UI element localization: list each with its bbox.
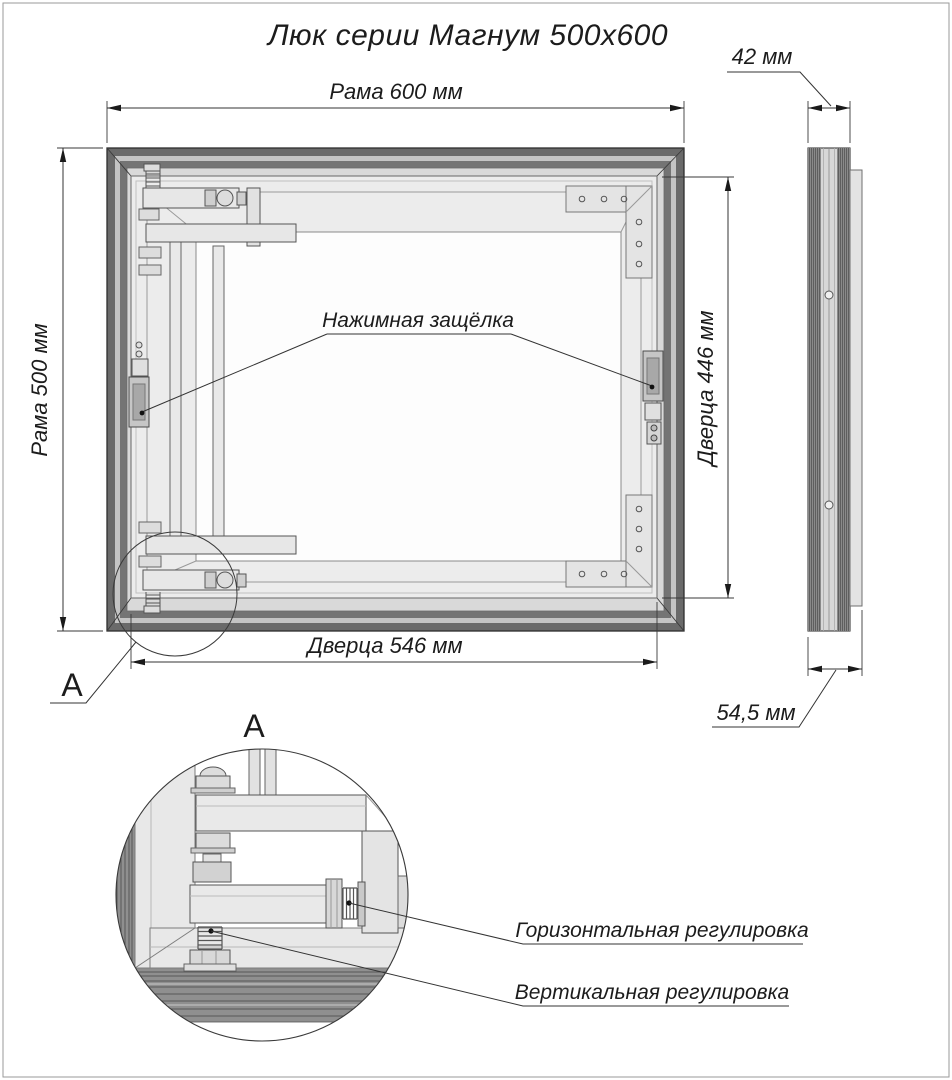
door-opening [196, 232, 621, 561]
detail-washer [191, 848, 235, 853]
vertical-adjustment-label: Вертикальная регулировка [514, 981, 790, 1004]
arrowhead [808, 105, 822, 111]
latch-screw [651, 425, 657, 431]
arrowhead [670, 105, 684, 111]
adjust-bolt-cap [144, 606, 160, 613]
hinge-bolt-head [217, 190, 233, 206]
hinge-arm [146, 536, 296, 554]
detail-nut [193, 862, 231, 882]
latch-bracket [645, 403, 661, 420]
hinge-tab [139, 247, 161, 258]
extension-lines [57, 148, 103, 631]
dimension-text: 54,5 мм [716, 700, 796, 725]
detail-frame-band-vertical [110, 749, 135, 993]
hinge-bolt-head [217, 572, 233, 588]
horizontal-adjustment-label: Горизонтальная регулировка [515, 919, 809, 942]
side-door-panel [850, 170, 862, 606]
hinge-tab [139, 556, 161, 567]
hinge-tab [139, 209, 159, 220]
hinge-bar [213, 246, 224, 540]
hinge-bolt [205, 190, 216, 206]
arrowhead [808, 666, 822, 672]
adjustment-hex-nut [326, 879, 342, 928]
arrowhead [848, 666, 862, 672]
dimension-text: Рама 600 мм [329, 79, 463, 104]
dimension-text: Рама 500 мм [27, 323, 52, 457]
side-view [808, 148, 862, 631]
dimension-text: 42 мм [731, 44, 793, 69]
hinge-bar [170, 242, 181, 542]
latch-screw [136, 342, 142, 348]
detail-hinge-arm [196, 795, 366, 831]
bracket-plate [626, 495, 652, 587]
dimension-frame-depth [727, 44, 850, 143]
side-band-right [837, 148, 850, 631]
arrowhead [643, 659, 657, 665]
detail-hinge-bar [249, 749, 260, 795]
arrowhead [107, 105, 121, 111]
arrowhead [725, 584, 731, 598]
hinge-bolt [237, 574, 246, 587]
detail-washer [191, 788, 235, 793]
extension-lines [107, 101, 684, 143]
bracket-plate [626, 186, 652, 278]
arrowhead [60, 617, 66, 631]
hinge-bolt [205, 572, 216, 588]
bracket-plate [566, 186, 628, 212]
hinge-tab [139, 265, 161, 275]
adjust-bolt-cap [144, 164, 160, 171]
detail-view-label: А [243, 708, 265, 744]
leader-dot [650, 385, 655, 390]
detail-nut [196, 776, 230, 788]
detail-nut [196, 833, 230, 848]
dimension-text: Дверца 546 мм [307, 633, 463, 658]
latch-screw [136, 351, 142, 357]
detail-bolt-cap [203, 854, 221, 862]
hinge-bolt [237, 192, 246, 205]
horizontal-adjustment-callout [349, 903, 809, 944]
side-band-left [808, 148, 821, 631]
horizontal-adjustment-arm [190, 885, 328, 923]
drawing-title: Люк серии Магнум 500x600 [267, 19, 669, 52]
detail-side-plate [362, 831, 398, 933]
side-hole [825, 501, 833, 509]
detail-miter [110, 968, 135, 993]
latch-screw [651, 435, 657, 441]
front-view [50, 148, 684, 703]
arrowhead [836, 105, 850, 111]
hinge-arm [146, 224, 296, 242]
arrowhead [725, 177, 731, 191]
leader-line [727, 72, 831, 106]
detail-washer [184, 964, 236, 971]
arrowhead [60, 148, 66, 162]
hinge-tab [139, 522, 161, 533]
dimension-frame-width [107, 79, 684, 143]
adjustment-hex-nut [190, 950, 230, 964]
side-hole [825, 291, 833, 299]
detail-washer [358, 882, 365, 926]
arrowhead [131, 659, 145, 665]
latch-bracket [132, 359, 148, 376]
detail-hinge-bar [265, 749, 276, 795]
dimension-frame-height [27, 148, 103, 631]
detail-callout-marker: А [61, 667, 83, 703]
leader-dot [140, 411, 145, 416]
latch-label: Нажимная защёлка [322, 309, 514, 332]
bracket-plate [566, 561, 628, 587]
dimension-text: Дверца 446 мм [693, 310, 718, 466]
